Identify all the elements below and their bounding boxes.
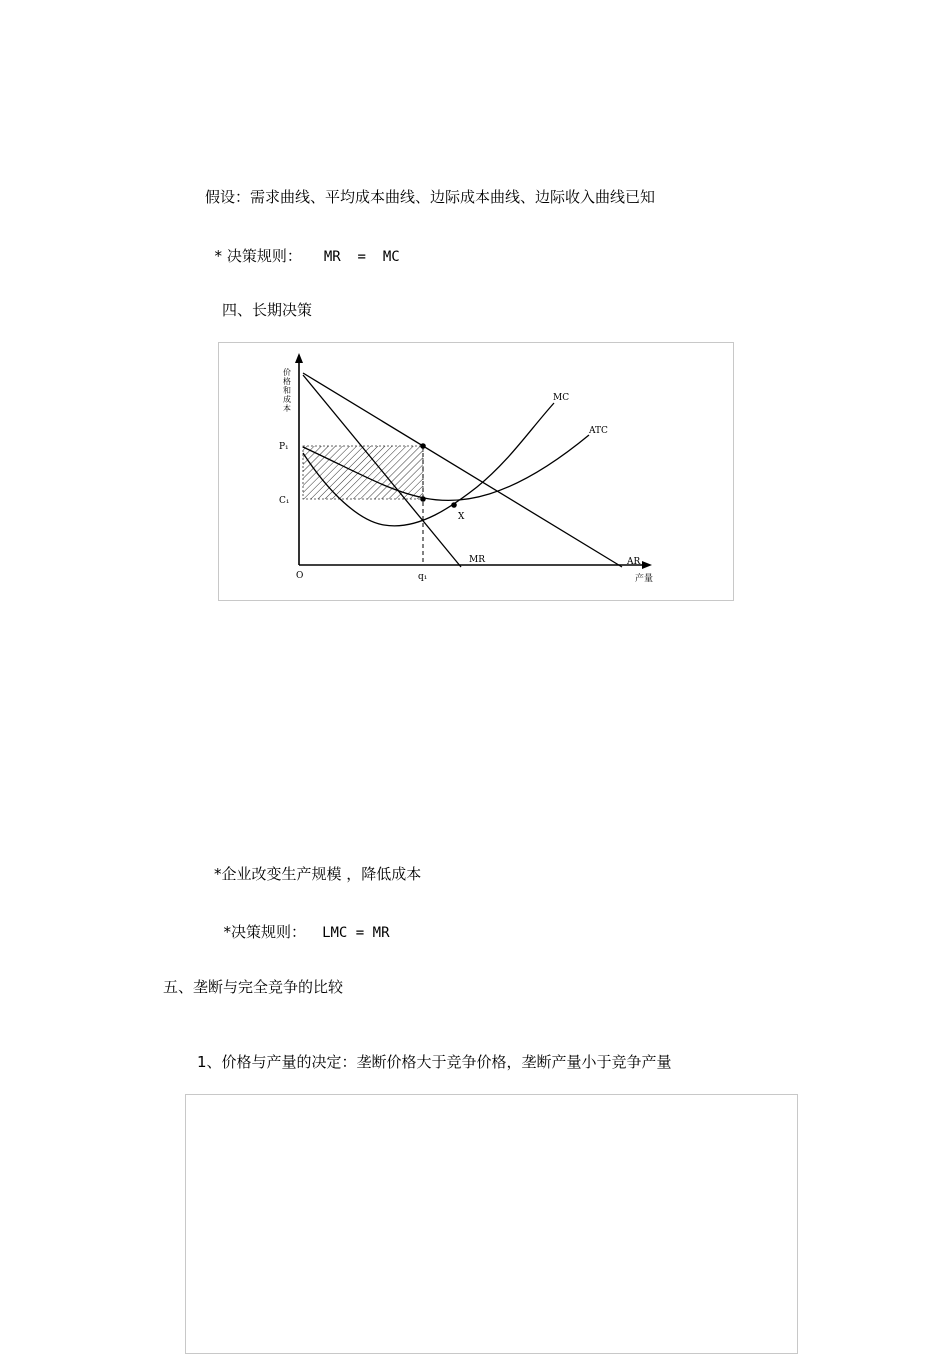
long-run-rule-formula: LMC = MR — [322, 925, 390, 941]
empty-figure-box — [185, 1094, 798, 1354]
long-run-point-1: *企业改变生产规模 ，降低成本 — [214, 865, 422, 883]
ar-label: AR — [627, 557, 641, 567]
origin-label: O — [296, 571, 304, 581]
y-axis-label-5: 本 — [283, 404, 291, 413]
atc-label: ATC — [589, 426, 608, 436]
y-axis-label-2: 格 — [283, 377, 291, 386]
decision-rule-formula: MR = MC — [323, 249, 400, 265]
p1-point — [420, 443, 426, 449]
p1-label: P₁ — [279, 442, 289, 452]
assumption-text: 假设：需求曲线、平均成本曲线、边际成本曲线、边际收入曲线已知 — [205, 188, 656, 206]
section-heading-comparison: 五、垄断与完全竞争的比较 — [163, 978, 344, 996]
long-run-rule-line — [214, 902, 390, 943]
long-run-rule-label: *决策规则： — [223, 923, 307, 941]
c1-label: C₁ — [279, 496, 290, 506]
comparison-item-1: 1、价格与产量的决定：垄断价格大于竞争价格，垄断产量小于竞争产量 — [197, 1053, 672, 1071]
y-axis-label-1: 价 — [283, 368, 291, 377]
decision-rule-line — [205, 226, 400, 267]
y-axis-label-3: 和 — [283, 386, 291, 395]
q1-label: q₁ — [418, 572, 428, 582]
c1-point — [420, 496, 426, 502]
monopoly-cost-figure — [218, 342, 734, 601]
mr-label: MR — [469, 555, 485, 565]
x-point — [451, 502, 457, 508]
x-axis-arrow — [642, 561, 652, 569]
profit-area — [303, 446, 423, 499]
mc-label: MC — [553, 393, 570, 403]
y-axis-label-4: 成 — [283, 395, 291, 404]
decision-rule-label: * 决策规则： — [214, 247, 302, 265]
x-point-label: X — [458, 512, 465, 522]
monopoly-diagram — [219, 343, 735, 602]
y-axis-arrow — [295, 353, 303, 363]
x-axis-label: 产量 — [635, 574, 654, 584]
section-heading-long-run: 四、长期决策 — [222, 301, 313, 319]
